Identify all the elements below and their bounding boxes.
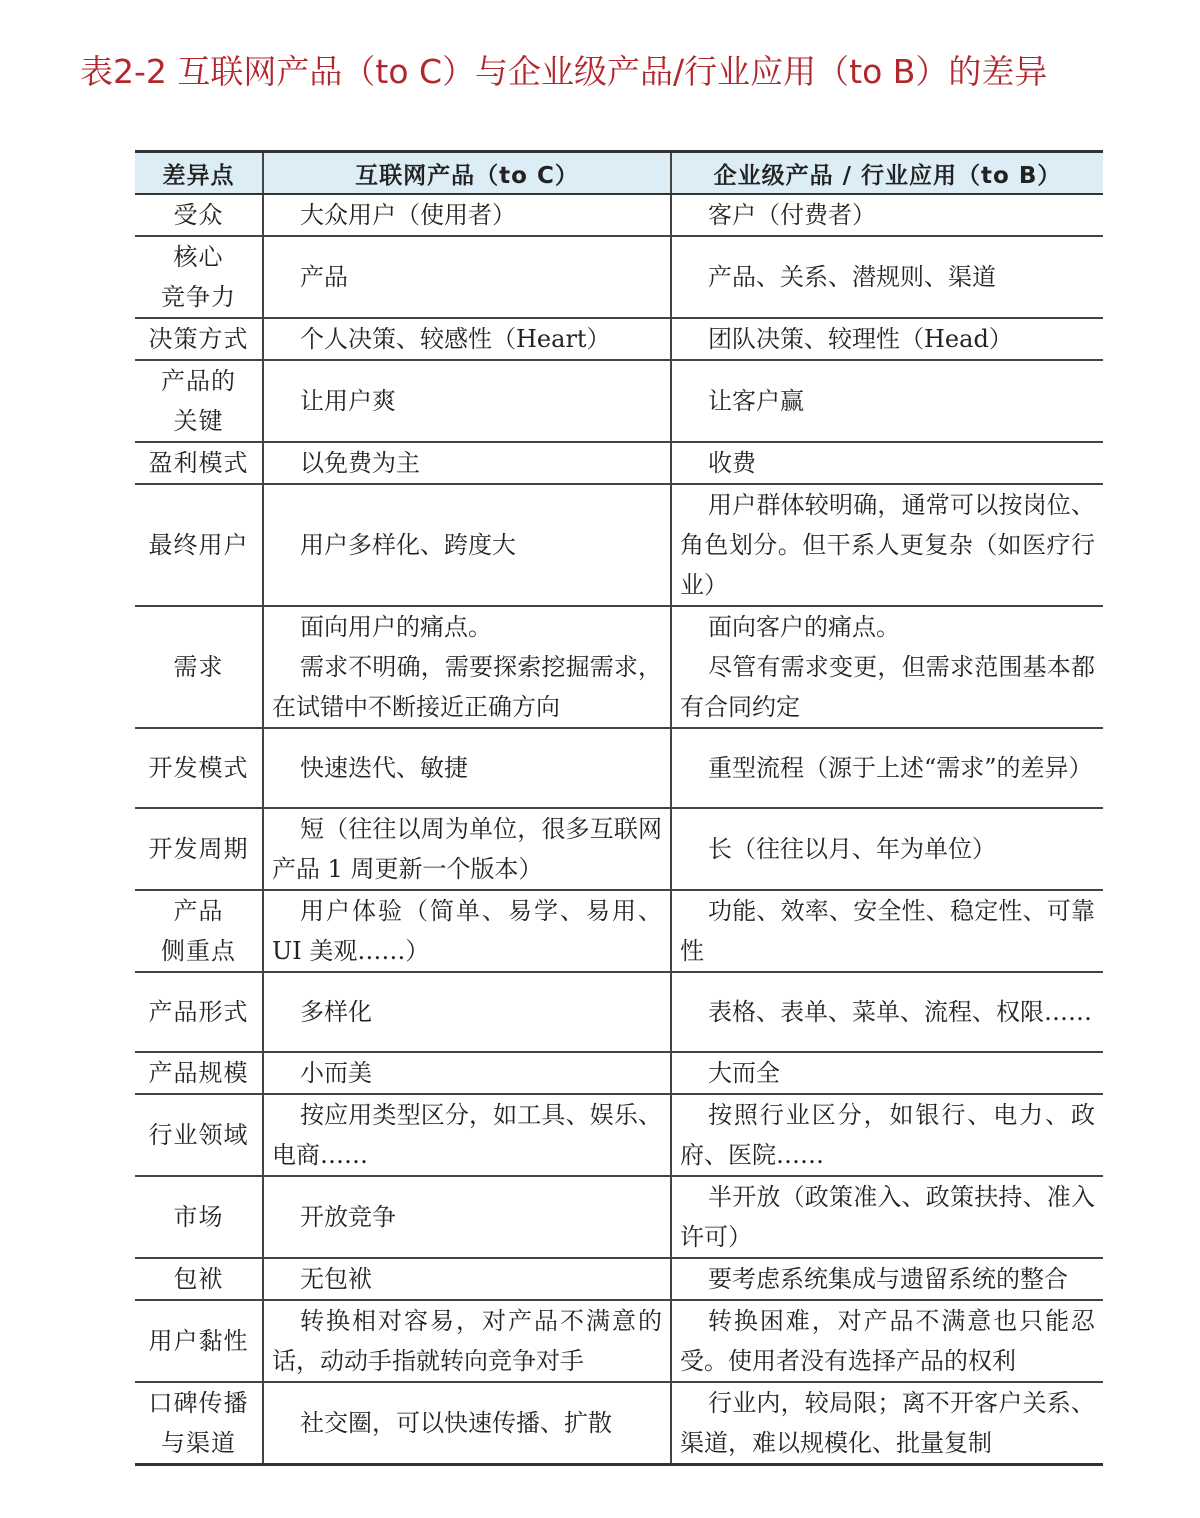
to-b-cell (671, 1094, 1103, 1176)
difference-cell-text: 产品规模 (148, 1059, 249, 1087)
to-b-cell (671, 1258, 1103, 1300)
to-b-cell (671, 1176, 1103, 1258)
difference-cell (135, 972, 263, 1052)
to-c-cell (263, 236, 671, 318)
to-c-cell (263, 318, 671, 360)
difference-cell-text: 市场 (173, 1203, 224, 1231)
table-row (135, 808, 1103, 890)
to-b-cell (671, 606, 1103, 728)
to-c-cell (263, 360, 671, 442)
to-b-cell-text: 行业内，较局限；离不开客户关系、渠道，难以规模化、批量复制 (680, 1389, 1095, 1457)
table-row (135, 972, 1103, 1052)
to-b-cell (671, 360, 1103, 442)
table-row (135, 484, 1103, 606)
to-c-cell (263, 890, 671, 972)
difference-cell-text: 决策方式 (148, 325, 249, 353)
to-c-cell (263, 1176, 671, 1258)
to-b-cell (671, 318, 1103, 360)
difference-cell (135, 1094, 263, 1176)
to-c-cell (263, 194, 671, 236)
to-b-cell-text: 客户（付费者） (708, 201, 876, 229)
to-b-cell-text: 重型流程（源于上述“需求”的差异） (708, 754, 1093, 782)
difference-cell (135, 484, 263, 606)
difference-cell-text: 包袱 (173, 1265, 224, 1293)
to-c-cell-text: 多样化 (300, 998, 372, 1026)
difference-cell-text: 核心 (173, 243, 224, 271)
to-b-cell (671, 1300, 1103, 1382)
to-c-cell-text: 转换相对容易，对产品不满意的话，动动手指就转向竞争对手 (272, 1307, 662, 1375)
difference-cell (135, 606, 263, 728)
difference-cell-text: 与渠道 (161, 1429, 236, 1457)
difference-cell (135, 1176, 263, 1258)
to-b-cell (671, 808, 1103, 890)
table-row (135, 194, 1103, 236)
difference-cell (135, 1052, 263, 1094)
difference-cell-text: 产品形式 (148, 998, 249, 1026)
difference-cell-text: 口碑传播 (148, 1389, 249, 1417)
to-b-cell (671, 484, 1103, 606)
difference-cell (135, 194, 263, 236)
to-b-cell-text: 要考虑系统集成与遗留系统的整合 (708, 1265, 1068, 1293)
header-to-b: 企业级产品 / 行业应用（to B） (671, 152, 1103, 195)
difference-cell-text: 盈利模式 (148, 449, 249, 477)
to-c-cell (263, 728, 671, 808)
difference-cell-text: 最终用户 (148, 531, 249, 559)
to-c-cell-text: 以免费为主 (300, 449, 420, 477)
to-b-cell-text: 产品、关系、潜规则、渠道 (708, 263, 996, 291)
to-c-cell-text: 短（往往以周为单位，很多互联网产品 1 周更新一个版本） (272, 815, 662, 883)
to-c-cell (263, 442, 671, 484)
to-c-cell-text: 用户多样化、跨度大 (300, 531, 516, 559)
to-c-cell-text: 开放竞争 (300, 1203, 396, 1231)
difference-cell-text: 开发周期 (148, 835, 249, 863)
to-c-cell (263, 1094, 671, 1176)
to-b-cell-text: 转换困难，对产品不满意也只能忍受。使用者没有选择产品的权利 (680, 1307, 1095, 1375)
table-row (135, 442, 1103, 484)
table-row (135, 1176, 1103, 1258)
to-c-cell (263, 1258, 671, 1300)
table-body (135, 194, 1103, 1465)
difference-cell (135, 890, 263, 972)
to-b-cell-text: 让客户赢 (708, 387, 804, 415)
to-b-cell-text: 团队决策、较理性（Head） (708, 325, 1013, 353)
to-c-cell-text: 社交圈，可以快速传播、扩散 (300, 1409, 612, 1437)
difference-cell-text: 开发模式 (148, 754, 249, 782)
to-c-cell-text: 面向用户的痛点。 (300, 613, 492, 641)
table-row (135, 606, 1103, 728)
to-c-cell-text: 让用户爽 (300, 387, 396, 415)
difference-cell (135, 728, 263, 808)
to-b-cell-text: 半开放（政策准入、政策扶持、准入许可） (680, 1183, 1095, 1251)
to-b-cell (671, 1382, 1103, 1465)
difference-cell-text: 产品 (173, 897, 224, 925)
table-row (135, 1052, 1103, 1094)
to-b-cell (671, 972, 1103, 1052)
to-c-cell-text: 用户体验（简单、易学、易用、UI 美观……） (272, 897, 662, 965)
to-b-cell-text: 面向客户的痛点。 (708, 613, 900, 641)
to-c-cell (263, 484, 671, 606)
header-to-c: 互联网产品（to C） (263, 152, 671, 195)
to-b-cell-text: 大而全 (708, 1059, 780, 1087)
difference-cell-text: 产品的 (161, 367, 236, 395)
to-c-cell-text: 按应用类型区分，如工具、娱乐、电商…… (272, 1101, 662, 1169)
to-b-cell (671, 1052, 1103, 1094)
table-row (135, 1300, 1103, 1382)
table-header-row (135, 152, 1103, 195)
table-row (135, 318, 1103, 360)
to-b-cell-text: 长（往往以月、年为单位） (708, 835, 996, 863)
table-row (135, 1094, 1103, 1176)
difference-cell (135, 236, 263, 318)
to-c-cell-text: 需求不明确，需要探索挖掘需求，在试错中不断接近正确方向 (272, 653, 662, 721)
to-b-cell-text: 收费 (708, 449, 756, 477)
to-c-cell-text: 产品 (300, 263, 348, 291)
table-row (135, 728, 1103, 808)
to-c-cell (263, 606, 671, 728)
table-row (135, 1382, 1103, 1465)
comparison-table (135, 150, 1103, 1466)
table-row (135, 890, 1103, 972)
to-c-cell-text: 快速迭代、敏捷 (300, 754, 468, 782)
to-b-cell (671, 236, 1103, 318)
difference-cell-text: 需求 (173, 653, 224, 681)
to-b-cell-text: 尽管有需求变更，但需求范围基本都有合同约定 (680, 653, 1095, 721)
difference-cell (135, 442, 263, 484)
to-c-cell-text: 大众用户（使用者） (300, 201, 516, 229)
table-row (135, 360, 1103, 442)
to-c-cell-text: 小而美 (300, 1059, 372, 1087)
difference-cell-text: 受众 (173, 201, 224, 229)
difference-cell (135, 1382, 263, 1465)
to-b-cell-text: 按照行业区分，如银行、电力、政府、医院…… (680, 1101, 1095, 1169)
to-c-cell-text: 个人决策、较感性（Heart） (300, 325, 611, 353)
to-b-cell-text: 功能、效率、安全性、稳定性、可靠性 (680, 897, 1095, 965)
to-b-cell (671, 194, 1103, 236)
table-caption: 表2-2 互联网产品（to C）与企业级产品/行业应用（to B）的差异 (80, 52, 1048, 91)
difference-cell (135, 318, 263, 360)
to-c-cell (263, 1052, 671, 1094)
to-b-cell (671, 728, 1103, 808)
to-b-cell (671, 890, 1103, 972)
to-c-cell (263, 1300, 671, 1382)
difference-cell (135, 360, 263, 442)
to-b-cell (671, 442, 1103, 484)
difference-cell-text: 侧重点 (161, 937, 236, 965)
difference-cell-text: 用户黏性 (148, 1327, 249, 1355)
to-b-cell-text: 用户群体较明确，通常可以按岗位、角色划分。但干系人更复杂（如医疗行业） (680, 491, 1095, 599)
to-c-cell (263, 1382, 671, 1465)
difference-cell (135, 808, 263, 890)
difference-cell-text: 关键 (173, 407, 224, 435)
difference-cell (135, 1258, 263, 1300)
header-difference: 差异点 (135, 152, 263, 195)
table-row (135, 236, 1103, 318)
to-b-cell-text: 表格、表单、菜单、流程、权限…… (708, 998, 1092, 1026)
difference-cell (135, 1300, 263, 1382)
to-c-cell-text: 无包袱 (300, 1265, 372, 1293)
to-c-cell (263, 972, 671, 1052)
difference-cell-text: 行业领域 (148, 1121, 249, 1149)
to-c-cell (263, 808, 671, 890)
difference-cell-text: 竞争力 (161, 283, 236, 311)
table-row (135, 1258, 1103, 1300)
